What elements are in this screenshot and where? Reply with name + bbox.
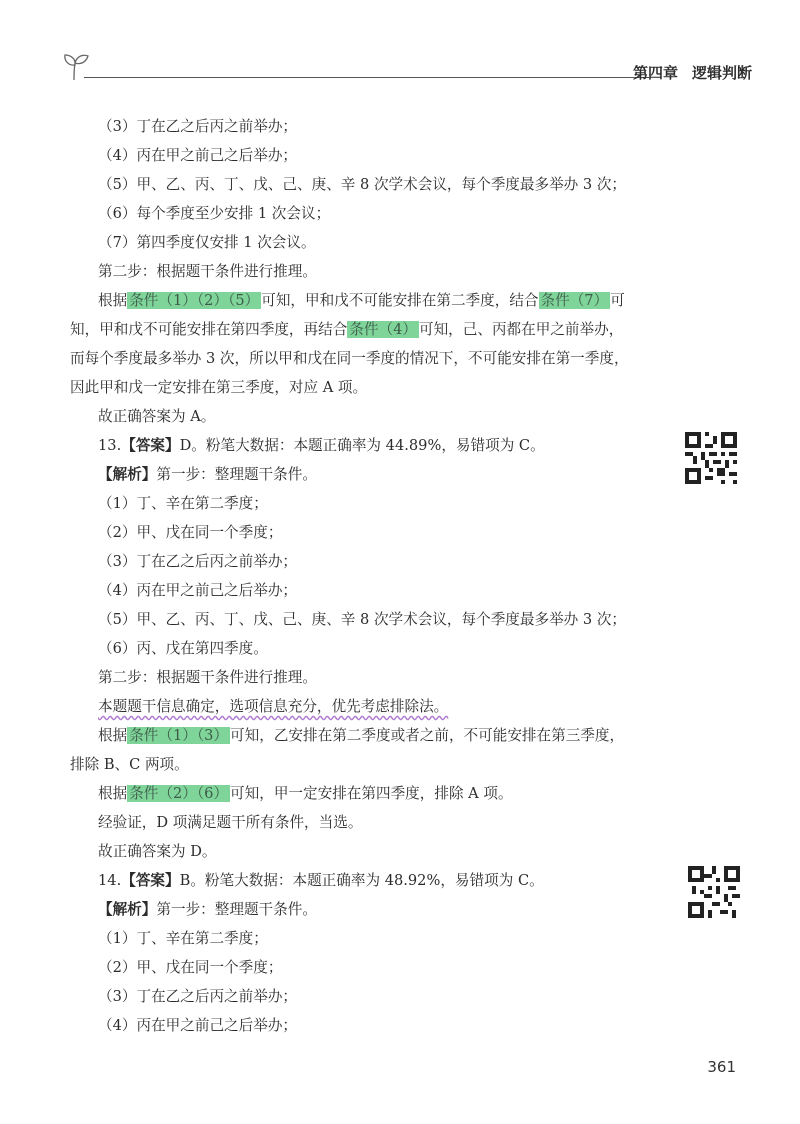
text-span: 知，甲和戊不可能安排在第四季度，再结合 [70,321,348,338]
text-line: （3）丁在乙之后丙之前举办； [98,118,298,135]
qr-code-icon[interactable] [685,432,737,484]
text-line [98,286,678,315]
condition-line: （4）丙在甲之前己之后举办； [98,582,298,599]
analysis-line [98,895,678,924]
chapter-label: 第四章 [632,64,678,82]
section-label: 逻辑判断 [691,64,752,82]
text-line [70,315,678,344]
answer-line: 故正确答案为 A。 [98,408,216,425]
text-span: 根据 [98,785,128,802]
condition-line: （5）甲、乙、丙、丁、戊、己、庚、辛 8 次学术会议，每个季度最多举办 3 次； [98,611,627,628]
answer-tag: 【答案】 [121,872,180,889]
condition-line: （1）丁、辛在第二季度； [98,495,268,512]
qr-code-icon[interactable] [688,866,740,918]
question-14-answer [98,866,678,895]
text-span: 第一步：整理题干条件。 [156,466,317,483]
text-span: 可知，己、丙都在甲之前举办， [418,321,624,338]
text-line: 排除 B、C 两项。 [70,756,189,773]
text-line: （7）第四季度仅安排 1 次会议。 [98,234,316,251]
question-number: 13. [98,437,122,454]
page-number: 361 [707,1058,736,1076]
question-number: 14. [98,872,122,889]
analysis-line [98,460,678,489]
text-span: 可知，甲和戊不可能安排在第二季度，结合 [261,292,539,309]
condition-highlight: 条件（1）（2）（5） [129,292,260,309]
text-span: 根据 [98,727,128,744]
text-span: 第一步：整理题干条件。 [156,901,317,918]
question-13-answer [98,431,678,460]
text-span: 可知，乙安排在第二季度或者之前，不可能安排在第三季度， [230,727,625,744]
text-line: （4）丙在甲之前己之后举办； [98,147,298,164]
condition-line: （2）甲、戊在同一个季度； [98,959,283,976]
text-span: 可知，甲一定安排在第四季度，排除 A 项。 [230,785,513,802]
step-heading: 第二步：根据题干条件进行推理。 [98,263,317,280]
page-body [70,112,678,1040]
text-line [98,779,678,808]
answer-line: 故正确答案为 D。 [98,843,217,860]
page-header [62,50,752,90]
text-line: 而每个季度最多举办 3 次，所以甲和戊在同一季度的情况下，不可能安排在第一季度， [70,350,629,367]
text-line: （5）甲、乙、丙、丁、戊、己、庚、辛 8 次学术会议，每个季度最多举办 3 次； [98,176,627,193]
condition-line: （4）丙在甲之前己之后举办； [98,1017,298,1034]
sprout-icon [62,50,92,84]
condition-line: （3）丁在乙之后丙之前举办； [98,553,298,570]
analysis-tag: 【解析】 [98,466,157,483]
text-line: 因此甲和戊一定安排在第三季度，对应 A 项。 [70,379,368,396]
condition-line: （3）丁在乙之后丙之前举办； [98,988,298,1005]
condition-highlight: 条件（7） [540,292,609,309]
condition-highlight: 条件（1）（3） [129,727,229,744]
text-span: 可 [610,292,625,309]
analysis-tag: 【解析】 [98,901,157,918]
text-line: 经验证，D 项满足题干所有条件，当选。 [98,814,363,831]
text-line: （6）每个季度至少安排 1 次会议； [98,205,331,222]
condition-line: （2）甲、戊在同一个季度； [98,524,283,541]
condition-line: （1）丁、辛在第二季度； [98,930,268,947]
text-span: 根据 [98,292,128,309]
text-line [98,721,678,750]
note-line [98,692,678,721]
condition-highlight: 条件（4） [349,321,417,338]
answer-stats: B。粉笔大数据：本题正确率为 48.92%，易错项为 C。 [179,872,544,889]
condition-highlight: 条件（2）（6） [129,785,229,802]
header-rule [84,77,649,78]
answer-tag: 【答案】 [121,437,180,454]
condition-line: （6）丙、戊在第四季度。 [98,640,268,657]
wavy-note: 本题题干信息确定，选项信息充分，优先考虑排除法。 [98,698,449,715]
step-heading: 第二步：根据题干条件进行推理。 [98,669,317,686]
answer-stats: D。粉笔大数据：本题正确率为 44.89%，易错项为 C。 [179,437,545,454]
chapter-title [633,62,752,83]
